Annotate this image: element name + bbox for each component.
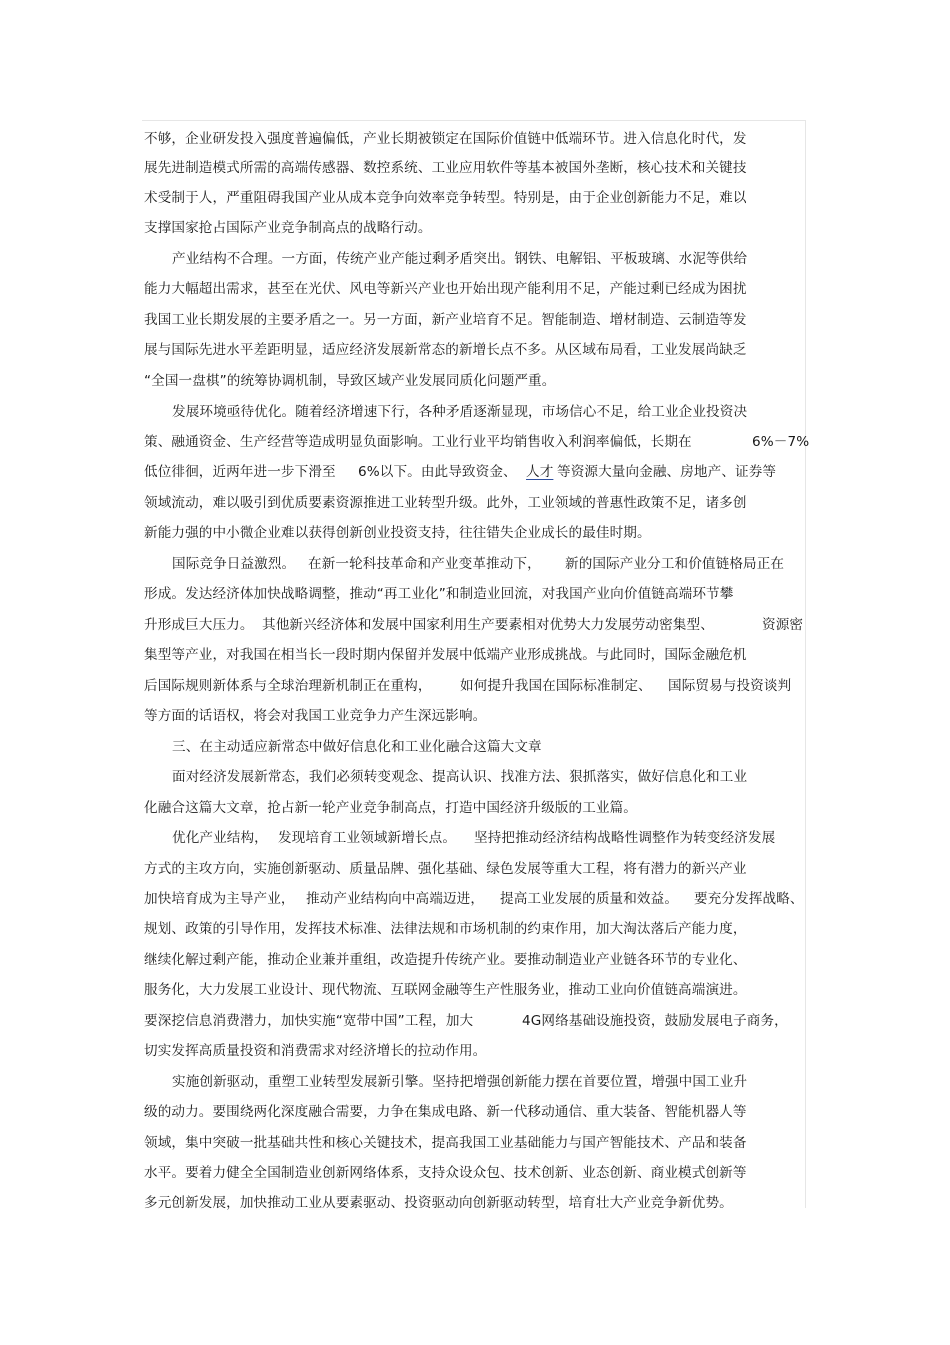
text-line: 领域流动，难以吸引到优质要素资源推进工业转型升级。此外，工业领域的普惠性政策不足，诸多创 <box>144 495 747 511</box>
page-frame-right-border <box>805 120 806 1208</box>
text-fragment: 推动产业结构向中高端迈进， <box>306 891 485 907</box>
text-fragment: 4G网络基础设施投资，鼓励发展电子商务， <box>522 1013 788 1029</box>
section-heading: 三、在主动适应新常态中做好信息化和工业化融合这篇大文章 <box>172 739 542 755</box>
text-fragment: 6%－7% <box>752 434 810 450</box>
text-line: 策、融通资金、生产经营等造成明显负面影响。工业行业平均销售收入利润率偏低，长期在 <box>144 434 692 450</box>
text-line: 加快培育成为主导产业， <box>144 891 295 907</box>
text-line: 优化产业结构， <box>172 830 268 846</box>
text-line: 低位徘徊，近两年进一步下滑至 <box>144 464 336 480</box>
text-line: 化融合这篇大文章，抢占新一轮产业竞争制高点，打造中国经济升级版的工业篇。 <box>144 800 637 816</box>
text-fragment: 新的国际产业分工和价值链格局正在 <box>565 556 785 572</box>
page-frame-top-border <box>142 120 805 121</box>
text-line: 水平。要着力健全全国制造业创新网络体系，支持众设众包、技术创新、业态创新、商业模式创新等 <box>144 1165 747 1181</box>
text-fragment: 发现培育工业领域新增长点。 <box>278 830 457 846</box>
text-line: 术受制于人，严重阻碍我国产业从成本竞争向效率竞争转型。特别是，由于企业创新能力不足，难以 <box>144 190 747 206</box>
text-line: 方式的主攻方向，实施创新驱动、质量品牌、强化基础、绿色发展等重大工程，将有潜力的新兴产业 <box>144 861 747 877</box>
text-fragment: 在新一轮科技革命和产业变革推动下， <box>308 556 541 572</box>
text-line: 后国际规则新体系与全球治理新机制正在重构， <box>144 678 432 694</box>
text-line: 升形成巨大压力。 <box>144 617 254 633</box>
text-line: 集型等产业，对我国在相当长一段时期内保留并发展中低端产业形成挑战。与此同时，国际金融危机 <box>144 647 747 663</box>
text-line: 国际竞争日益激烈。 <box>172 556 296 572</box>
text-fragment: 资源密 <box>762 617 804 633</box>
text-line: 等方面的话语权，将会对我国工业竞争力产生深远影响。 <box>144 708 487 724</box>
text-line: 能力大幅超出需求，甚至在光伏、风电等新兴产业也开始出现产能利用不足，产能过剩已经成为困扰 <box>144 281 747 297</box>
text-fragment: 其他新兴经济体和发展中国家利用生产要素相对优势大力发展劳动密集型、 <box>262 617 714 633</box>
text-line: 我国工业长期发展的主要矛盾之一。另一方面，新产业培育不足。智能制造、增材制造、云制造等发 <box>144 312 747 328</box>
text-line: 展先进制造模式所需的高端传感器、数控系统、工业应用软件等基本被国外垄断，核心技术和关键技 <box>144 160 747 176</box>
text-line: 领域，集中突破一批基础共性和核心关键技术，提高我国工业基础能力与国产智能技术、产品和装备 <box>144 1135 747 1151</box>
text-line: 实施创新驱动，重塑工业转型发展新引擎。坚持把增强创新能力摆在首要位置，增强中国工业升 <box>172 1074 748 1090</box>
text-fragment: 6%以下。由此导致资金、 <box>358 464 517 480</box>
text-line: 级的动力。要围绕两化深度融合需要，力争在集成电路、新一代移动通信、重大装备、智能机器人等 <box>144 1104 747 1120</box>
text-line: 产业结构不合理。一方面，传统产业产能过剩矛盾突出。钢铁、电解铝、平板玻璃、水泥等供给 <box>172 251 748 267</box>
text-line: 面对经济发展新常态，我们必须转变观念、提高认识、找准方法、狠抓落实，做好信息化和工业 <box>172 769 748 785</box>
text-fragment: 坚持把推动经济结构战略性调整作为转变经济发展 <box>474 830 776 846</box>
text-fragment: 提高工业发展的质量和效益。 <box>500 891 679 907</box>
text-line: 规划、政策的引导作用，发挥技术标准、法律法规和市场机制的约束作用，加大淘汰落后产能力度， <box>144 921 747 937</box>
text-line: 不够，企业研发投入强度普遍偏低，产业长期被锁定在国际价值链中低端环节。进入信息化时代，发 <box>144 131 747 147</box>
text-line: 形成。发达经济体加快战略调整，推动“再工业化”和制造业回流，对我国产业向价值链高端环节攀 <box>144 586 734 602</box>
text-line: 服务化，大力发展工业设计、现代物流、互联网金融等生产性服务业，推动工业向价值链高端演进。 <box>144 982 747 998</box>
text-line: 展与国际先进水平差距明显，适应经济发展新常态的新增长点不多。从区域布局看，工业发展尚缺乏 <box>144 342 747 358</box>
text-line: 要深挖信息消费潜力，加快实施“宽带中国”工程，加大 <box>144 1013 474 1029</box>
text-line: 多元创新发展，加快推动工业从要素驱动、投资驱动向创新驱动转型，培育壮大产业竞争新优势。 <box>144 1195 733 1211</box>
text-fragment: 国际贸易与投资谈判 <box>668 678 792 694</box>
text-line: 继续化解过剩产能，推动企业兼并重组，改造提升传统产业。要推动制造业产业链各环节的专业化、 <box>144 952 747 968</box>
underlined-word: 人才 <box>526 464 554 480</box>
text-fragment: 如何提升我国在国际标准制定、 <box>460 678 652 694</box>
text-fragment: 要充分发挥战略、 <box>694 891 804 907</box>
text-line: “全国一盘棋”的统筹协调机制，导致区域产业发展同质化问题严重。 <box>144 373 556 389</box>
text-line: 支撑国家抢占国际产业竞争制高点的战略行动。 <box>144 220 432 236</box>
text-line: 发展环境亟待优化。随着经济增速下行，各种矛盾逐渐显现，市场信心不足，给工业企业投资决 <box>172 404 748 420</box>
text-line: 切实发挥高质量投资和消费需求对经济增长的拉动作用。 <box>144 1043 487 1059</box>
text-fragment: 等资源大量向金融、房地产、证券等 <box>557 464 777 480</box>
text-line: 新能力强的中小微企业难以获得创新创业投资支持，往往错失企业成长的最佳时期。 <box>144 525 651 541</box>
